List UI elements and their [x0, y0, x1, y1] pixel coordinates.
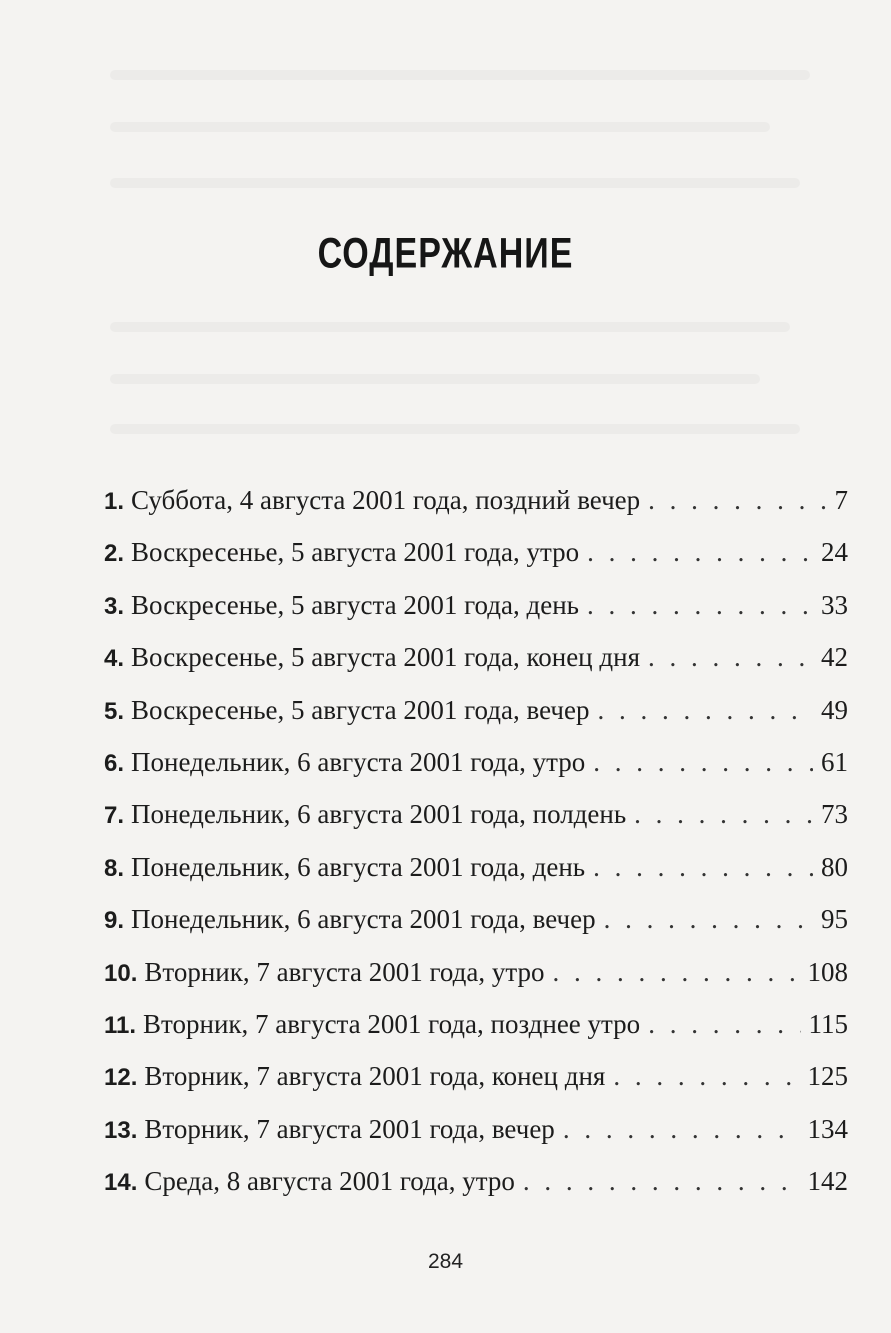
chapter-title: Вторник, 7 августа 2001 года, позднее утро [143, 1008, 641, 1039]
toc-entry [104, 736, 848, 788]
chapter-number: 1. [104, 488, 125, 515]
chapter-page: 80 [821, 851, 848, 882]
chapter-number: 12. [104, 1064, 138, 1092]
dot-leader [587, 579, 813, 631]
chapter-number: 3. [104, 592, 125, 620]
toc-entry [104, 998, 848, 1050]
chapter-title: Воскресенье, 5 августа 2001 года, конец дня [131, 642, 640, 673]
chapter-title: Воскресенье, 5 августа 2001 года, день [131, 589, 579, 620]
toc-entry [104, 893, 848, 945]
chapter-title: Среда, 8 августа 2001 года, утро [144, 1166, 515, 1197]
chapter-number: 13. [104, 1116, 138, 1144]
chapter-page: 33 [821, 589, 848, 620]
chapter-page: 125 [807, 1061, 848, 1092]
chapter-page: 24 [821, 537, 848, 568]
chapter-title: Понедельник, 6 августа 2001 года, день [131, 851, 586, 882]
chapter-page: 61 [821, 746, 848, 777]
table-of-contents [104, 474, 848, 1207]
chapter-title: Понедельник, 6 августа 2001 года, полдень [131, 799, 627, 830]
chapter-title: Вторник, 7 августа 2001 года, конец дня [144, 1061, 606, 1092]
dot-leader [648, 998, 800, 1050]
chapter-number: 8. [104, 854, 125, 882]
chapter-title: Понедельник, 6 августа 2001 года, утро [131, 746, 586, 777]
dot-leader [597, 684, 813, 736]
chapter-page: 42 [821, 642, 848, 673]
chapter-title: Вторник, 7 августа 2001 года, утро [144, 956, 545, 987]
chapter-title: Воскресенье, 5 августа 2001 года, вечер [131, 694, 590, 725]
chapter-page: 73 [821, 799, 848, 830]
dot-leader [648, 474, 826, 526]
page-title: СОДЕРЖАНИЕ [317, 230, 574, 278]
chapter-number: 11. [104, 1011, 137, 1039]
chapter-number: 9. [104, 907, 125, 935]
toc-entry [104, 526, 848, 578]
chapter-page: 49 [821, 694, 848, 725]
toc-entry [104, 684, 848, 736]
chapter-page: 142 [807, 1166, 848, 1197]
dot-leader [593, 736, 813, 788]
chapter-number: 2. [104, 540, 125, 568]
dot-leader [563, 1103, 800, 1155]
dot-leader [634, 788, 813, 840]
chapter-number: 14. [104, 1169, 138, 1197]
dot-leader [604, 893, 813, 945]
dot-leader [613, 1050, 799, 1102]
toc-entry [104, 1155, 848, 1207]
toc-entry [104, 1103, 848, 1155]
toc-entry [104, 631, 848, 683]
chapter-title: Суббота, 4 августа 2001 года, поздний вечер [131, 485, 641, 515]
chapter-title: Понедельник, 6 августа 2001 года, вечер [131, 904, 596, 935]
chapter-number: 4. [104, 645, 125, 673]
toc-entry [104, 579, 848, 631]
chapter-number: 10. [104, 959, 138, 987]
chapter-title: Вторник, 7 августа 2001 года, вечер [144, 1113, 555, 1144]
toc-entry [104, 946, 848, 998]
toc-entry [104, 474, 848, 526]
dot-leader [648, 631, 813, 683]
chapter-number: 7. [104, 802, 125, 830]
chapter-title: Воскресенье, 5 августа 2001 года, утро [131, 537, 580, 568]
dot-leader [587, 526, 813, 578]
chapter-page: 108 [807, 956, 848, 987]
chapter-number: 6. [104, 749, 125, 777]
dot-leader [523, 1155, 800, 1207]
dot-leader [552, 946, 799, 998]
chapter-page: 115 [808, 1008, 848, 1039]
chapter-page: 7 [834, 485, 848, 515]
chapter-page: 134 [807, 1113, 848, 1144]
chapter-page: 95 [821, 904, 848, 935]
toc-entry [104, 841, 848, 893]
chapter-number: 5. [104, 697, 125, 725]
toc-entry [104, 788, 848, 840]
dot-leader [593, 841, 813, 893]
toc-entry [104, 1050, 848, 1102]
page-number: 284 [427, 1250, 464, 1273]
